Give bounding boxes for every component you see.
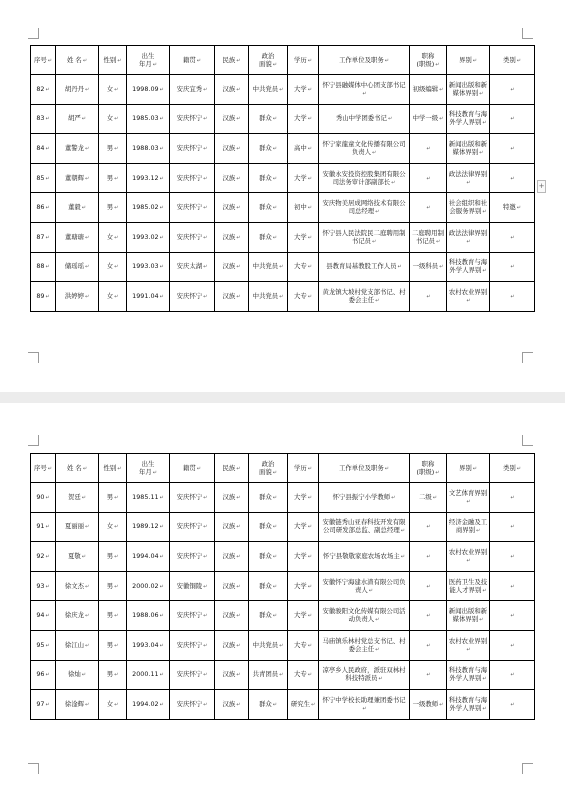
table-row: [31, 571, 535, 601]
cell-col-category: [490, 601, 535, 631]
cell-col-ethnicity: 汉族 ↵: [215, 222, 249, 252]
cell-col-ethnicity: 汉族 ↵: [215, 163, 249, 193]
cell-col-native-place: 安庆怀宁 ↵: [170, 483, 215, 513]
cell-col-gender: 男 ↵: [99, 630, 127, 660]
cell-col-title: [410, 571, 447, 601]
cell-col-name: 夏丽丽 ↵: [56, 512, 99, 542]
cell-col-title: 二级 ↵: [410, 483, 447, 513]
cell-col-index: 92 ↵: [31, 542, 56, 572]
crop-mark-top-left: [28, 435, 39, 446]
cell-col-native-place: 安庆怀宁 ↵: [170, 601, 215, 631]
cell-col-birth: 1993.02 ↵: [127, 222, 170, 252]
cell-col-name: 董朝辉 ↵: [56, 163, 99, 193]
cell-col-category: [490, 690, 535, 720]
cell-col-title: [410, 660, 447, 690]
cell-col-category: 特邀 ↵: [490, 193, 535, 223]
cell-col-category: [490, 134, 535, 164]
header-col-sector: 界别 ↵: [447, 46, 490, 75]
cell-col-native-place: 安庆太湖 ↵: [170, 252, 215, 282]
cell-col-category: [490, 282, 535, 312]
cell-col-sector: 农村农业界别 ↵: [447, 630, 490, 660]
cell-col-gender: 男 ↵: [99, 134, 127, 164]
crop-mark-top-right: [522, 28, 533, 39]
cell-col-gender: 女 ↵: [99, 222, 127, 252]
cell-col-title: [410, 193, 447, 223]
cell-col-education: 大专 ↵: [288, 252, 319, 282]
cell-col-gender: 女 ↵: [99, 75, 127, 105]
cell-col-birth: 1988.06 ↵: [127, 601, 170, 631]
cell-col-native-place: 安庆怀宁 ↵: [170, 542, 215, 572]
cell-col-education: 大专 ↵: [288, 630, 319, 660]
cell-col-ethnicity: 汉族 ↵: [215, 193, 249, 223]
header-col-name: 姓 名 ↵: [56, 46, 99, 75]
table-header-row: [31, 46, 535, 75]
table-row: [31, 193, 535, 223]
cell-col-birth: 1993.03 ↵: [127, 252, 170, 282]
cell-col-workplace: 怀宁县敬敬家庭农场农场主 ↵: [319, 542, 410, 572]
table-row: [31, 601, 535, 631]
cell-col-birth: 1994.02 ↵: [127, 690, 170, 720]
cell-col-education: 研究生 ↵: [288, 690, 319, 720]
cell-col-title: [410, 134, 447, 164]
cell-col-gender: 男 ↵: [99, 601, 127, 631]
cell-col-name: 胡严 ↵: [56, 104, 99, 134]
table-row: [31, 104, 535, 134]
cell-col-index: 84 ↵: [31, 134, 56, 164]
cell-col-index: 85 ↵: [31, 163, 56, 193]
header-col-political-status: 政治 面貌 ↵: [249, 46, 288, 75]
cell-col-title: 初级编辑 ↵: [410, 75, 447, 105]
cell-col-gender: 女 ↵: [99, 282, 127, 312]
cell-col-education: 大学 ↵: [288, 163, 319, 193]
table-row: [31, 483, 535, 513]
cell-col-ethnicity: 汉族 ↵: [215, 75, 249, 105]
cell-col-political-status: 群众 ↵: [249, 104, 288, 134]
cell-col-sector: 社会组织和社会服务界别 ↵: [447, 193, 490, 223]
cell-col-native-place: 安庆宜秀 ↵: [170, 75, 215, 105]
cell-col-political-status: 群众 ↵: [249, 571, 288, 601]
cell-col-education: 高中 ↵: [288, 134, 319, 164]
cell-col-index: 90 ↵: [31, 483, 56, 513]
cell-col-name: 胡丹丹 ↵: [56, 75, 99, 105]
cell-col-category: [490, 75, 535, 105]
cell-col-sector: 新闻出版和新媒体界别 ↵: [447, 134, 490, 164]
cell-col-workplace: 县教育局基教股工作人员 ↵: [319, 252, 410, 282]
cell-col-native-place: 安庆怀宁 ↵: [170, 660, 215, 690]
header-col-workplace: 工作单位及职务 ↵: [319, 454, 410, 483]
cell-col-title: 一级科员 ↵: [410, 252, 447, 282]
cell-col-title: [410, 512, 447, 542]
crop-mark-bottom-right: [522, 763, 533, 774]
cell-col-title: 一级教师 ↵: [410, 690, 447, 720]
header-col-native-place: 籍贯 ↵: [170, 454, 215, 483]
cell-col-birth: 1991.04 ↵: [127, 282, 170, 312]
cell-col-sector: 文艺体育界别 ↵: [447, 483, 490, 513]
cell-col-ethnicity: 汉族 ↵: [215, 571, 249, 601]
cell-col-index: 89 ↵: [31, 282, 56, 312]
cell-col-gender: 男 ↵: [99, 660, 127, 690]
table-resize-handle[interactable]: +: [537, 180, 546, 193]
header-col-name: 姓 名 ↵: [56, 454, 99, 483]
cell-col-political-status: 群众 ↵: [249, 483, 288, 513]
cell-col-political-status: 群众 ↵: [249, 542, 288, 572]
header-col-workplace: 工作单位及职务 ↵: [319, 46, 410, 75]
cell-col-index: 87 ↵: [31, 222, 56, 252]
cell-col-workplace: 秀山中学团委书记 ↵: [319, 104, 410, 134]
cell-col-workplace: 怀宁县振宁小学教师 ↵: [319, 483, 410, 513]
cell-col-category: [490, 512, 535, 542]
cell-col-ethnicity: 汉族 ↵: [215, 134, 249, 164]
cell-col-sector: 新闻出版和新媒体界别 ↵: [447, 601, 490, 631]
cell-col-gender: 男 ↵: [99, 542, 127, 572]
header-col-ethnicity: 民族 ↵: [215, 46, 249, 75]
header-col-index: 序号 ↵: [31, 454, 56, 483]
cell-col-birth: 2000.02 ↵: [127, 571, 170, 601]
cell-col-category: [490, 542, 535, 572]
cell-col-education: 大学 ↵: [288, 571, 319, 601]
cell-col-category: [490, 222, 535, 252]
cell-col-birth: 1993.12 ↵: [127, 163, 170, 193]
cell-col-birth: 1985.11 ↵: [127, 483, 170, 513]
cell-col-workplace: 黄龙镇大坡村党支部书记、村委会主任 ↵: [319, 282, 410, 312]
header-col-birth: 出生 年月 ↵: [127, 46, 170, 75]
cell-col-workplace: 怀宁中学校长助理兼团委书记 ↵: [319, 690, 410, 720]
cell-col-political-status: 群众 ↵: [249, 512, 288, 542]
table-row: [31, 163, 535, 193]
cell-col-education: 大学 ↵: [288, 601, 319, 631]
document-page-2: [0, 403, 565, 808]
cell-col-birth: 2000.11 ↵: [127, 660, 170, 690]
crop-mark-bottom-left: [28, 352, 39, 363]
cell-col-sector: 医药卫生及技能人才界别 ↵: [447, 571, 490, 601]
cell-col-education: 初中 ↵: [288, 193, 319, 223]
cell-col-index: 86 ↵: [31, 193, 56, 223]
cell-col-education: 大学 ↵: [288, 542, 319, 572]
cell-col-native-place: 安庆怀宁 ↵: [170, 193, 215, 223]
cell-col-workplace: 安徽链秀山亚春科技开发有限公司研发部总监、副总经理 ↵: [319, 512, 410, 542]
cell-col-ethnicity: 汉族 ↵: [215, 690, 249, 720]
table-row: [31, 222, 535, 252]
cell-col-gender: 男 ↵: [99, 483, 127, 513]
cell-col-name: 储瑶瑶 ↵: [56, 252, 99, 282]
cell-col-ethnicity: 汉族 ↵: [215, 512, 249, 542]
cell-col-political-status: 群众 ↵: [249, 690, 288, 720]
cell-col-political-status: 群众 ↵: [249, 163, 288, 193]
cell-col-birth: 1985.02 ↵: [127, 193, 170, 223]
table-row: [31, 690, 535, 720]
cell-col-native-place: 安徽铜陵 ↵: [170, 571, 215, 601]
cell-col-workplace: 安徽永安投资控股集团有限公司法务审计部副部长 ↵: [319, 163, 410, 193]
cell-col-political-status: 共青团员 ↵: [249, 660, 288, 690]
cell-col-name: 贺廷 ↵: [56, 483, 99, 513]
cell-col-workplace: 怀宁家龍童文化传播有限公司负责人 ↵: [319, 134, 410, 164]
cell-col-workplace: 安庆物美居成网络技术有限公司总经理 ↵: [319, 193, 410, 223]
cell-col-gender: 男 ↵: [99, 571, 127, 601]
cell-col-native-place: 安庆怀宁 ↵: [170, 282, 215, 312]
member-roster-table-page-1: [30, 45, 535, 312]
cell-col-title: [410, 630, 447, 660]
header-col-birth: 出生 年月 ↵: [127, 454, 170, 483]
crop-mark-bottom-right: [522, 352, 533, 363]
cell-col-name: 徐灿 ↵: [56, 660, 99, 690]
table-row: [31, 252, 535, 282]
cell-col-native-place: 安庆怀宁 ↵: [170, 163, 215, 193]
cell-col-birth: 1994.04 ↵: [127, 542, 170, 572]
cell-col-gender: 女 ↵: [99, 252, 127, 282]
cell-col-category: [490, 630, 535, 660]
cell-col-political-status: 群众 ↵: [249, 193, 288, 223]
cell-col-name: 徐江山 ↵: [56, 630, 99, 660]
cell-col-education: 大学 ↵: [288, 483, 319, 513]
cell-col-name: 董毅 ↵: [56, 193, 99, 223]
cell-col-gender: 女 ↵: [99, 690, 127, 720]
cell-col-political-status: 群众 ↵: [249, 222, 288, 252]
crop-mark-bottom-left: [28, 763, 39, 774]
cell-col-sector: 农村农业界别 ↵: [447, 542, 490, 572]
cell-col-index: 94 ↵: [31, 601, 56, 631]
cell-col-native-place: 安庆怀宁 ↵: [170, 512, 215, 542]
cell-col-native-place: 安庆怀宁 ↵: [170, 222, 215, 252]
table-row: [31, 660, 535, 690]
cell-col-name: 董警龙 ↵: [56, 134, 99, 164]
cell-col-education: 大学 ↵: [288, 75, 319, 105]
cell-col-birth: 1993.04 ↵: [127, 630, 170, 660]
cell-col-political-status: 中共党员 ↵: [249, 282, 288, 312]
cell-col-ethnicity: 汉族 ↵: [215, 252, 249, 282]
table-header-row: [31, 454, 535, 483]
cell-col-education: 大学 ↵: [288, 104, 319, 134]
cell-col-political-status: 中共党员 ↵: [249, 75, 288, 105]
cell-col-ethnicity: 汉族 ↵: [215, 660, 249, 690]
header-col-category: 类别 ↵: [490, 454, 535, 483]
cell-col-ethnicity: 汉族 ↵: [215, 282, 249, 312]
cell-col-native-place: 安庆怀宁 ↵: [170, 104, 215, 134]
cell-col-ethnicity: 汉族 ↵: [215, 601, 249, 631]
crop-mark-top-right: [522, 435, 533, 446]
cell-col-index: 88 ↵: [31, 252, 56, 282]
header-col-education: 学历 ↵: [288, 46, 319, 75]
cell-col-gender: 男 ↵: [99, 163, 127, 193]
cell-col-category: [490, 252, 535, 282]
cell-col-category: [490, 660, 535, 690]
cell-col-index: 95 ↵: [31, 630, 56, 660]
cell-col-name: 夏敬 ↵: [56, 542, 99, 572]
cell-col-workplace: 安徽怀宁海建水渣有限公司负责人 ↵: [319, 571, 410, 601]
header-col-education: 学历 ↵: [288, 454, 319, 483]
cell-col-title: [410, 542, 447, 572]
cell-col-education: 大学 ↵: [288, 512, 319, 542]
cell-col-native-place: 安庆怀宁 ↵: [170, 690, 215, 720]
cell-col-name: 徐文杰 ↵: [56, 571, 99, 601]
cell-col-sector: 政法法律界别 ↵: [447, 163, 490, 193]
cell-col-title: 二庭聘用制书记员 ↵: [410, 222, 447, 252]
cell-col-index: 93 ↵: [31, 571, 56, 601]
cell-col-political-status: 中共党员 ↵: [249, 252, 288, 282]
cell-col-education: 大专 ↵: [288, 282, 319, 312]
header-col-index: 序号 ↵: [31, 46, 56, 75]
cell-col-sector: 科技教育与海外学人界别 ↵: [447, 660, 490, 690]
cell-col-sector: 政法法律界别 ↵: [447, 222, 490, 252]
header-col-title: 职称 (职级) ↵: [410, 454, 447, 483]
table-row: [31, 134, 535, 164]
cell-col-education: 大专 ↵: [288, 660, 319, 690]
cell-col-ethnicity: 汉族 ↵: [215, 104, 249, 134]
member-roster-table-page-2: [30, 453, 535, 720]
header-col-title: 职称 (职级) ↵: [410, 46, 447, 75]
cell-col-birth: 1998.09 ↵: [127, 75, 170, 105]
cell-col-category: [490, 163, 535, 193]
cell-col-sector: 农村农业界别 ↵: [447, 282, 490, 312]
cell-col-index: 82 ↵: [31, 75, 56, 105]
table-row: [31, 282, 535, 312]
cell-col-birth: 1989.12 ↵: [127, 512, 170, 542]
cell-col-sector: 新闻出版和新媒体界别 ↵: [447, 75, 490, 105]
cell-col-native-place: 安庆怀宁 ↵: [170, 134, 215, 164]
cell-col-name: 徐庆龙 ↵: [56, 601, 99, 631]
cell-col-sector: 科技教育与海外学人界别 ↵: [447, 104, 490, 134]
cell-col-birth: 1988.03 ↵: [127, 134, 170, 164]
cell-col-sector: 科技教育与海外学人界别 ↵: [447, 252, 490, 282]
cell-col-index: 83 ↵: [31, 104, 56, 134]
cell-col-category: [490, 483, 535, 513]
cell-col-name: 董瑭瑭 ↵: [56, 222, 99, 252]
cell-col-sector: 科技教育与海外学人界别 ↵: [447, 690, 490, 720]
header-col-sector: 界别 ↵: [447, 454, 490, 483]
cell-col-index: 97 ↵: [31, 690, 56, 720]
header-col-ethnicity: 民族 ↵: [215, 454, 249, 483]
cell-col-gender: 男 ↵: [99, 193, 127, 223]
cell-col-birth: 1985.03 ↵: [127, 104, 170, 134]
cell-col-workplace: 怀宁县人民法院民二庭聘用制书记员 ↵: [319, 222, 410, 252]
header-col-gender: 性别 ↵: [99, 46, 127, 75]
cell-col-political-status: 群众 ↵: [249, 134, 288, 164]
cell-col-workplace: 凉亭乡人民政府，派驻双林村科技特派员 ↵: [319, 660, 410, 690]
table-row: [31, 630, 535, 660]
document-page-1: [0, 0, 565, 392]
cell-col-native-place: 安庆怀宁 ↵: [170, 630, 215, 660]
table-row: [31, 542, 535, 572]
cell-col-gender: 女 ↵: [99, 104, 127, 134]
cell-col-index: 91 ↵: [31, 512, 56, 542]
cell-col-workplace: 怀宁县融媒体中心团支部书记 ↵: [319, 75, 410, 105]
cell-col-workplace: 马庙镇乐林村党总支书记、村委会主任 ↵: [319, 630, 410, 660]
cell-col-category: [490, 571, 535, 601]
cell-col-title: [410, 163, 447, 193]
cell-col-category: [490, 104, 535, 134]
cell-col-ethnicity: 汉族 ↵: [215, 542, 249, 572]
cell-col-political-status: 中共党员 ↵: [249, 630, 288, 660]
header-col-political-status: 政治 面貌 ↵: [249, 454, 288, 483]
cell-col-title: 中学一级 ↵: [410, 104, 447, 134]
cell-col-ethnicity: 汉族 ↵: [215, 630, 249, 660]
cell-col-title: [410, 282, 447, 312]
cell-col-political-status: 群众 ↵: [249, 601, 288, 631]
cell-col-education: 大学 ↵: [288, 222, 319, 252]
cell-col-gender: 女 ↵: [99, 512, 127, 542]
cell-col-sector: 经济金融及工商界别 ↵: [447, 512, 490, 542]
cell-col-workplace: 安徽骏阳文化传媒有限公司活动负责人 ↵: [319, 601, 410, 631]
cell-col-title: [410, 601, 447, 631]
cell-col-name: 洪婷婷 ↵: [56, 282, 99, 312]
cell-col-ethnicity: 汉族 ↵: [215, 483, 249, 513]
cell-col-index: 96 ↵: [31, 660, 56, 690]
table-row: [31, 75, 535, 105]
cell-col-name: 徐淦辉 ↵: [56, 690, 99, 720]
header-col-category: 类别 ↵: [490, 46, 535, 75]
header-col-gender: 性别 ↵: [99, 454, 127, 483]
header-col-native-place: 籍贯 ↵: [170, 46, 215, 75]
table-row: [31, 512, 535, 542]
crop-mark-top-left: [28, 28, 39, 39]
